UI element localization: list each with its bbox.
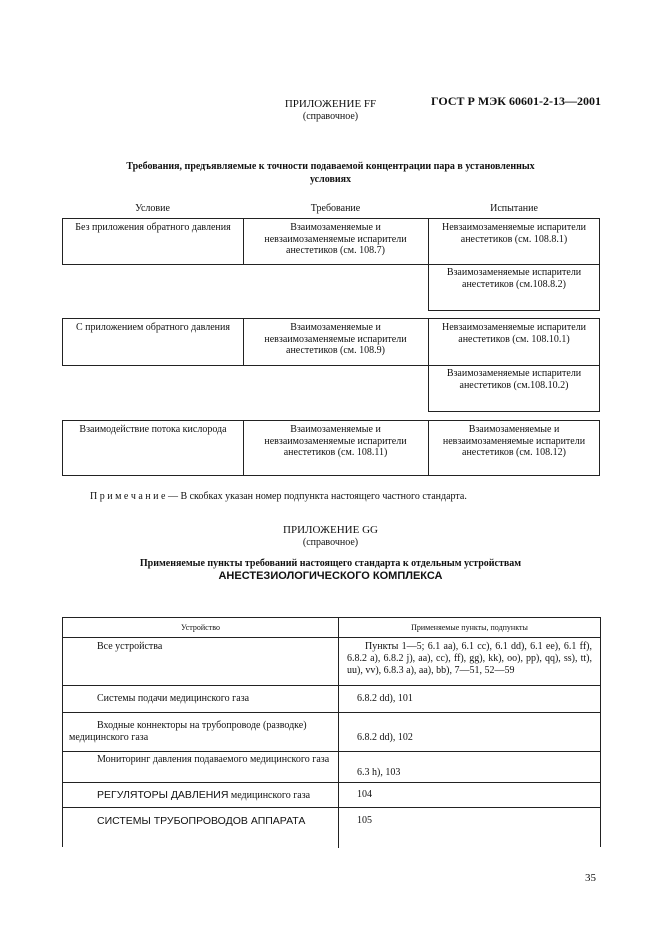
test-cell: Взаимозаменяемые испарители анестетиков (см.108.8.2) (428, 264, 600, 311)
table-row (63, 807, 600, 848)
test-cell: Взаимозаменяемые и невзаимозаменяемые испарители анестетиков (см. 108.12) (428, 420, 600, 476)
annex-gg-heading: Применяемые пункты требований настоящего стандарта к отдельным устройствам (139, 558, 522, 569)
device-cell (63, 782, 339, 807)
annex-ff-note: П р и м е ч а н и е — В скобках указан номер подпункта настоящего частного стандарта. (90, 491, 467, 502)
column-header-device: Устройство (63, 618, 339, 637)
table-row (63, 782, 600, 808)
table-row (63, 685, 600, 713)
device-cell: Системы подачи медицинского газа (63, 685, 339, 712)
device-cell: Все устройства (63, 637, 339, 685)
annex-ff-heading: Требования, предъявляемые к точности подаваемой концентрации пара в установленных условиях (126, 161, 535, 185)
requirement-cell: Взаимозаменяемые и невзаимозаменяемые испарители анестетиков (см. 108.9) (243, 318, 429, 366)
annex-ff-subtitle: (справочное) (302, 111, 359, 122)
column-header-condition: Условие (135, 203, 170, 214)
device-cell: Мониторинг давления подаваемого медицинского газа (63, 751, 339, 782)
clauses-cell: 105 (357, 815, 372, 826)
device-text: медицинского газа (230, 790, 311, 801)
column-header-test: Испытание (490, 203, 538, 214)
requirement-cell: Взаимозаменяемые и невзаимозаменяемые испарители анестетиков (см. 108.7) (243, 218, 429, 265)
table-row (63, 712, 600, 752)
clauses-cell: 6.8.2 dd), 102 (357, 732, 413, 743)
device-caps-text: РЕГУЛЯТОРЫ ДАВЛЕНИЯ (97, 789, 229, 801)
test-cell: Невзаимозаменяемые испарители анестетиков (см. 108.10.1) (428, 318, 600, 366)
annex-gg-title: ПРИЛОЖЕНИЕ GG (283, 524, 378, 536)
device-caps-text: СИСТЕМЫ ТРУБОПРОВОДОВ АППАРАТА (97, 815, 306, 827)
device-cell (63, 807, 339, 848)
clauses-cell: 6.8.2 dd), 101 (357, 693, 413, 704)
column-header-requirement: Требование (310, 203, 361, 214)
clauses-cell: 104 (357, 789, 372, 800)
test-cell: Невзаимозаменяемые испарители анестетиков (см. 108.8.1) (428, 218, 600, 265)
table-row (63, 637, 600, 686)
device-cell: Входные коннекторы на трубопроводе (разводке) медицинского газа (63, 712, 339, 751)
condition-cell: Без приложения обратного давления (62, 218, 244, 265)
column-header-clauses: Применяемые пункты, подпункты (411, 623, 528, 632)
standard-header: ГОСТ Р МЭК 60601-2-13—2001 (431, 94, 601, 108)
devices-table (62, 617, 601, 847)
annex-ff-title: ПРИЛОЖЕНИЕ FF (284, 98, 377, 110)
table-header-row (63, 618, 600, 638)
condition-cell: Взаимодействие потока кислорода (62, 420, 244, 476)
clauses-cell: 6.3 h), 103 (357, 767, 401, 778)
page-number: 35 (585, 872, 596, 884)
annex-gg-subtitle: (справочное) (302, 537, 359, 548)
table-row (63, 751, 600, 783)
clauses-cell: Пункты 1—5; 6.1 aa), 6.1 cc), 6.1 dd), 6.1 ee), 6.1 ff), 6.8.2 a), 6.8.2 j), aa), cc), ff), gg), kk), oo), pp), qq), ss), tt), uu), vv), 6.8.3 a), aa), bb), 7—51, 52—59 (347, 641, 592, 676)
requirement-cell: Взаимозаменяемые и невзаимозаменяемые испарители анестетиков (см. 108.11) (243, 420, 429, 476)
test-cell: Взаимозаменяемые испарители анестетиков (см.108.10.2) (428, 365, 600, 412)
condition-cell: С приложением обратного давления (62, 318, 244, 366)
annex-gg-heading-caps: АНЕСТЕЗИОЛОГИЧЕСКОГО КОМПЛЕКСА (218, 570, 443, 582)
